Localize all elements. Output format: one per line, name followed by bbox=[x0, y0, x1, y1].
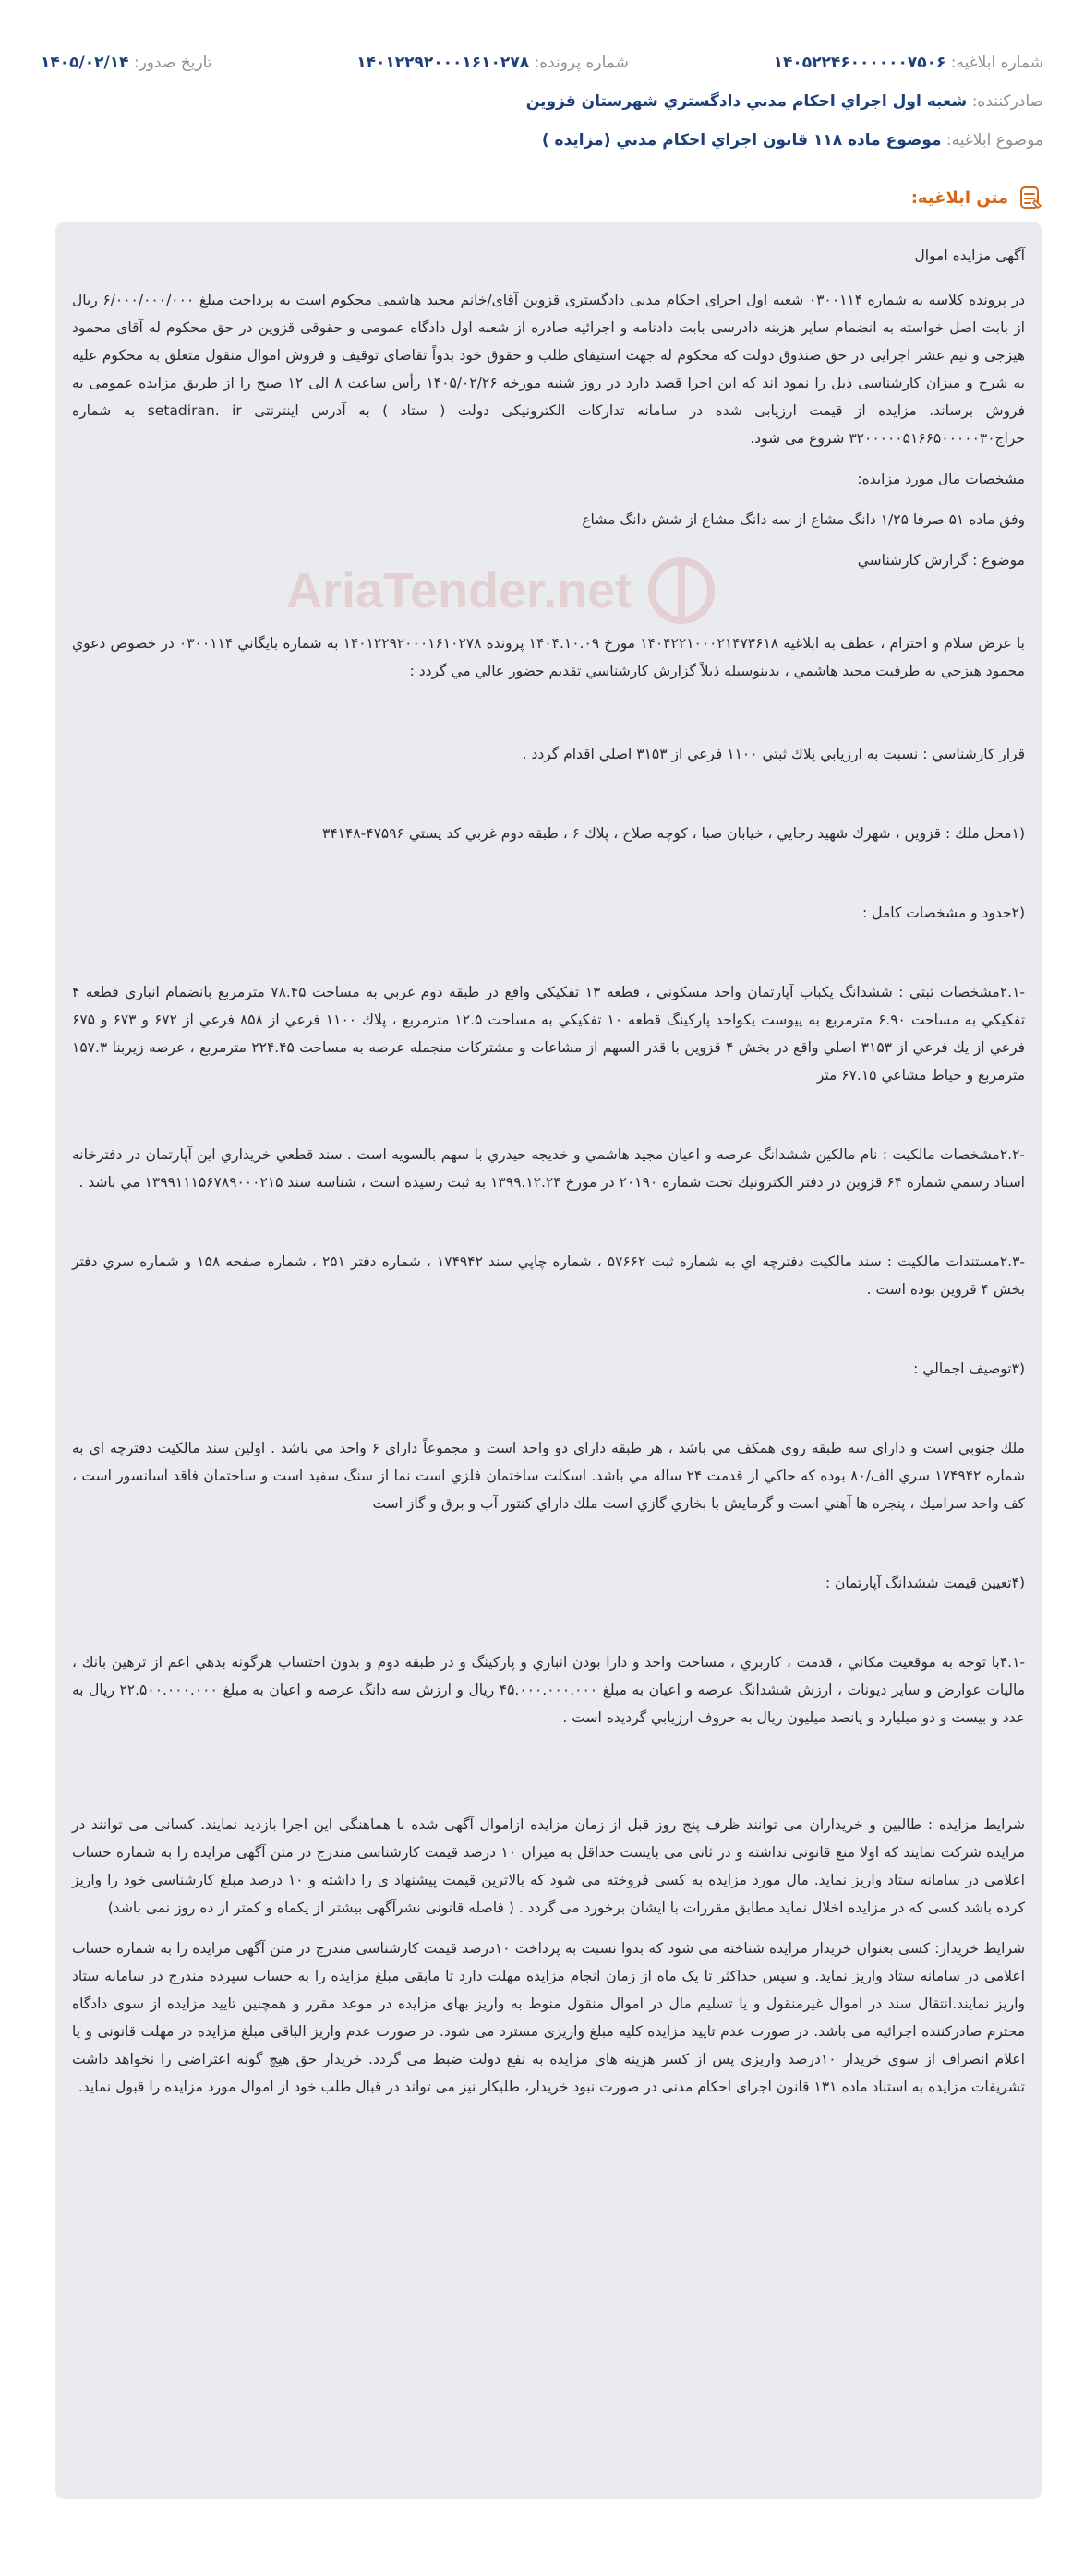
general-heading: (۳توصيف اجمالي : bbox=[913, 1360, 1025, 1377]
property-location: (۱محل ملك : قزوين ، شهرك شهيد رجايي ، خيابان صبا ، كوچه صلاح ، پلاك ۶ ، طبقه دوم غربي كد پستي ۴۷۵۹۶-۳۴۱۴۸ bbox=[322, 825, 1025, 842]
case-number-value: ۱۴۰۱۲۲۹۲۰۰۰۱۶۱۰۲۷۸ bbox=[356, 54, 530, 72]
notice-intro: در پرونده کلاسه به شماره ۰۳۰۰۱۱۴ شعبه اول اجرای احکام مدنی دادگستری قزوین آقای/خانم مجید هاشمی محکوم است به پرداخت مبلغ ۶/۰۰۰/۰۰۰/۰۰۰ ریال از بابت اصل خواسته به انضمام سایر هزینه دادرسی بابت دادنامه و اجرائیه صادره از شعبه اول دادگاه عمومی و حقوقی قزوین در حق محکوم له آقای محمود هیزجی و نیم عشر اجرایی در حق صندوق دولت که محکوم له جهت استیفای طلب و حقوق خود بدواً تقاضای توقیف و فروش اموال منقول متعلق به محکوم علیه به شرح و میزان کارشناسی ذیل را نمود اند که این اجرا قصد دارد در روز شنبه مورخه ۱۴۰۵/۰۲/۲۶ رأس ساعت ۸ الی ۱۲ صبح را از طریق مزایده عمومی به فروش برساند. مزایده از قیمت ارزیابی شده در سامانه تدارکات الکترونیکی دولت ( ستاد ) به آدرس اینترنتی setadiran. ir به شماره حراج۳۲۰۰۰۰۰۵۱۶۶۵۰۰۰۰۰۳۰ شروع می شود. bbox=[72, 292, 1026, 447]
subject-row bbox=[542, 129, 1043, 151]
property-heading: مشخصات مال مورد مزایده: bbox=[857, 471, 1025, 487]
greeting-paragraph: با عرض سلام و احترام ، عطف به ابلاغيه ۱۴۰۴۲۲۱۰۰۰۲۱۴۷۳۶۱۸ مورخ ۱۴۰۴.۱۰.۰۹ پرونده ۱۴۰۱۲۲۹۲۰۰۰۱۶۱۰۲۷۸ به شماره بايگاني ۰۳۰۰۱۱۴ در خصوص دعوي محمود هيزجي به طرفيت مجيد هاشمي ، بدينوسيله ذيلاً گزارش كارشناسي تقديم حضور عالي مي گردد : bbox=[72, 635, 1025, 679]
subject-value: موضوع ماده ۱۱۸ قانون اجراي احكام مدني (مزايده ) bbox=[541, 131, 942, 150]
auction-terms: شرایط مزایده : طالبین و خریداران می توانند ظرف پنج روز قبل از زمان مزایده ازاموال آگهی شده با هماهنگی این اجرا بازدید نمایند. کسانی می توانند در مزایده شرکت نمایند که اولا منع قانونی نداشته و در ثانی می بایست حداقل به میزان ۱۰ درصد قیمت کارشناسی مندرج در متن آگهی مزایده را به شماره حساب اعلامی در سامانه ستاد واریز نماید. مال مورد مزایده به کسی فروخته می شود که بالاترین قیمت پیشنهاد ی را داشته و ۱۰ درصد مبلغ کارشناسی خود را واریز کرده باشد کسی که در مزایده اخلال نماید مطابق مقررات با ایشان برخورد می گردد . ( فاصله قانونی نشرآگهی بیشتر از یکماه و کمتر از ده روز نمی باشد) bbox=[72, 1816, 1025, 1916]
section-header bbox=[911, 185, 1043, 210]
property-desc: وفق ماده ۵۱ صرفا ۱/۲۵ دانگ مشاع از سه دانگ مشاع از شش دانگ مشاع bbox=[582, 511, 1025, 528]
notice-title: آگهی مزایده اموال bbox=[914, 247, 1025, 264]
bounds-heading: (۲حدود و مشخصات كامل : bbox=[862, 905, 1025, 921]
notice-text-box bbox=[55, 222, 1042, 2499]
ownership-docs-paragraph: -۲.۳مستندات مالكيت : سند مالكيت دفترچه اي به شماره ثبت ۵۷۶۶۲ ، شماره چاپي سند ۱۷۴۹۴۲ ، شماره دفتر ۲۵۱ ، شماره صفحه ۱۵۸ و شماره سري دفتر بخش ۴ قزوين بوده است . bbox=[72, 1253, 1025, 1298]
header-row-numbers bbox=[41, 52, 1043, 74]
issue-date bbox=[41, 52, 212, 74]
watermark-text: AriaTender.net bbox=[286, 563, 632, 618]
section-title: متن ابلاغیه: bbox=[910, 187, 1008, 208]
issuer-label: صادرکننده: bbox=[971, 92, 1043, 111]
case-number bbox=[356, 52, 629, 74]
general-description: ملك جنوبي است و داراي سه طبقه روي همكف مي باشد ، هر طبقه داراي دو واحد است و مجموعاً داراي ۶ واحد مي باشد . اولين سند مالكيت دفترچه اي به شماره ۱۷۴۹۴۲ سري الف/۸۰ بوده كه حاكي از قدمت ۲۴ ساله مي باشد. اسكلت ساختمان فلزي است نما از سنگ سفيد است و ساختمان فاقد آسانسور است ، كف واحد سراميك ، پنجره ها آهني است و گرمايش با بخاري گازي است ملك داراي كنتور آب و برق و گاز است bbox=[72, 1440, 1025, 1512]
notice-number-label: شماره ابلاغیه: bbox=[950, 54, 1043, 72]
issuer-row bbox=[526, 90, 1043, 113]
valuation-paragraph: -۴.۱با توجه به موقعيت مكاني ، قدمت ، كاربري ، مساحت واحد و دارا بودن انباري و پاركينگ و در طبقه دوم و بدون احتساب هرگونه بدهي اعم از ترهين بانك ، ماليات عوارض و ساير ديونات ، ارزش ششدانگ عرصه و اعيان به مبلغ ۴۵.۰۰۰.۰۰۰.۰۰۰ ريال و ارزش سه دانگ عرصه و اعيان به مبلغ ۲۲.۵۰۰.۰۰۰.۰۰۰ ريال به عدد و بيست و دو ميليارد و پانصد ميليون ريال به حروف ارزيابي گرديده است . bbox=[72, 1654, 1026, 1726]
registry-spec-paragraph: -۲.۱مشخصات ثبتي : ششدانگ يكباب آپارتمان واحد مسكوني ، قطعه ۱۳ تفكيكي واقع در طبقه دوم غربي به مساحت ۷۸.۴۵ مترمربع بانضمام انباري قطعه ۴ تفكيكي به مساحت ۶.۹۰ مترمربع به پيوست يكواحد پاركينگ قطعه ۱۰ تفكيكي به مساحت ۱۲.۵ مترمربع ، پلاك ۱۱۰۰ فرعي از ۸۵۸ فرعي از ۶۷۲ و ۶۷۳ و ۶۷۵ فرعي از يك فرعي از ۳۱۵۳ اصلي واقع در بخش ۴ قزوين با قدر السهم از مشاعات و مشتركات منجمله عرصه به مساحت ۲۲۴.۴۵ مترمربع ، عرصه زيربنا ۱۵۷.۳ مترمربع و حياط مشاعي ۶۷.۱۵ متر bbox=[72, 984, 1026, 1084]
issuer-value: شعبه اول اجراي احكام مدني دادگستري شهرستان قزوين bbox=[525, 92, 968, 111]
issue-date-label: تاریخ صدور: bbox=[133, 54, 212, 72]
subject-line: موضوع : گزارش كارشناسي bbox=[857, 552, 1025, 569]
document-text-icon bbox=[1018, 185, 1043, 210]
subject-label: موضوع ابلاغیه: bbox=[945, 131, 1043, 150]
notice-number-value: ۱۴۰۵۲۲۴۶۰۰۰۰۰۰۷۵۰۶ bbox=[773, 54, 946, 72]
ownership-spec-paragraph: -۲.۲مشخصات مالكيت : نام مالكين ششدانگ عرصه و اعيان مجيد هاشمي و خديجه حيدري با سهم بالسويه است . سند قطعي خريداري اين آپارتمان در دفترخانه اسناد رسمي شماره ۶۴ قزوين در دفتر الكترونيك تحت شماره ۲۰۱۹۰ در مورخ ۱۳۹۹.۱۲.۲۴ به ثبت رسيده است ، شناسه سند ۱۳۹۹۱۱۱۵۶۷۸۹۰۰۰۲۱۵ مي باشد . bbox=[72, 1146, 1025, 1191]
case-number-label: شماره پرونده: bbox=[534, 54, 629, 72]
price-heading: (۴تعيين قيمت ششدانگ آپارتمان : bbox=[825, 1575, 1025, 1591]
notice-number bbox=[774, 52, 1043, 74]
expert-order: قرار كارشناسي : نسبت به ارزيابي پلاك ثبتي ۱۱۰۰ فرعي از ۳۱۵۳ اصلي اقدام گردد . bbox=[522, 746, 1025, 762]
buyer-terms: شرایط خریدار: کسی بعنوان خریدار مزایده شناخته می شود که بدوا نسبت به پرداخت ۱۰درصد قیمت کارشناسی مندرج در متن آگهی مزایده را به شماره حساب اعلامی در سامانه ستاد واریز نماید. و سپس حداکثر تا یک ماه از زمان انجام مزایده مهلت دارد تا مابقی مبلغ مزایده را به حساب سپرده مندرج در سامانه ستاد واریز نمایند.انتقال سند در اموال غیرمنقول و یا تسلیم مال در اموال منقول منوط به واریز بهای مزایده در موعد مقرر و همچنین تایید مزایده از سوی دادگاه محترم صادرکننده اجرائیه می باشد. در صورت عدم تایید مزایده کلیه مبلغ واریزی مسترد می شود. در صورت عدم واریز الباقی مبلغ مزایده در مهلت قانونی و یا اعلام انصراف از سوی خریدار ۱۰درصد واریزی پس از کسر هزینه های مزایده به نفع دولت ضبط می گردد. خریدار حق هیچ گونه اعتراضی را نخواهد داشت تشریفات مزایده به استناد ماده ۱۳۱ قانون اجرای احکام مدنی در صورت نبود خریدار، طلبکار نیز می تواند در قبال طلب خود از اموال مورد مزایده را قبول نماید. bbox=[72, 1940, 1025, 2095]
issue-date-value: ۱۴۰۵/۰۲/۱۴ bbox=[41, 54, 129, 72]
